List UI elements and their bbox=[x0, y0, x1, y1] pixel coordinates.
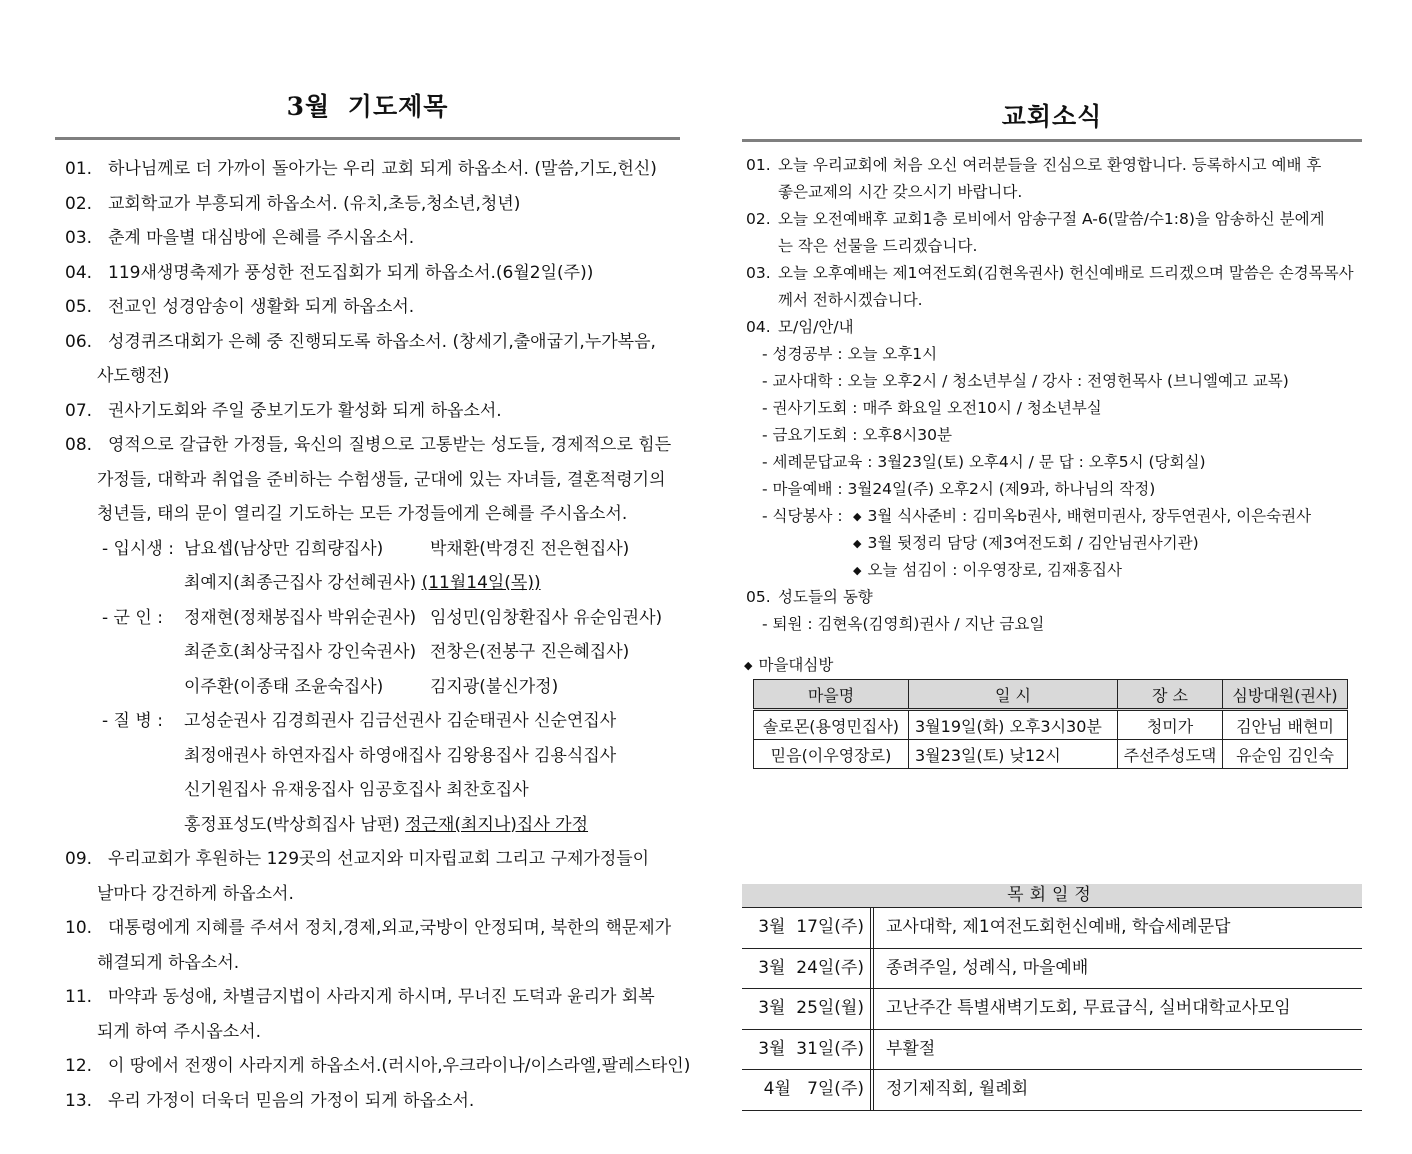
schedule-description: 종려주일, 성례식, 마을예배 bbox=[886, 957, 1089, 978]
item-continuation: 날마다 강건하게 하옵소서. bbox=[97, 883, 294, 904]
item-number: 08. bbox=[65, 435, 93, 455]
illness-group bbox=[55, 704, 680, 842]
table-row bbox=[754, 740, 1348, 769]
item-continuation: 되게 하여 주시옵소서. bbox=[97, 1021, 262, 1042]
news-item bbox=[742, 206, 1362, 233]
prayer-item bbox=[55, 842, 680, 877]
schedule-date: 3월 24일(주) bbox=[742, 949, 874, 989]
item-number: 05. bbox=[65, 297, 93, 317]
person-entry: 이주환(이종태 조윤숙집사) bbox=[184, 676, 384, 697]
schedule-date: 3월 17일(주) bbox=[742, 908, 874, 948]
item-continuation: 가정들, 대학과 취업을 준비하는 수험생들, 군대에 있는 자녀들, 결혼적령기의 bbox=[97, 469, 666, 490]
item-text: 우리 가정이 더욱더 믿음의 가정이 되게 하옵소서. bbox=[108, 1090, 475, 1111]
prayer-list bbox=[55, 152, 691, 1118]
news-list bbox=[742, 152, 1362, 638]
item-text: 오늘 오후예배는 제1여전도회(김현옥권사) 헌신예배로 드리겠으며 말씀은 손경목목사 bbox=[778, 264, 1354, 282]
item-number: 06. bbox=[65, 331, 93, 352]
schedule-date: 3월 31일(주) bbox=[742, 1030, 874, 1070]
item-text: 교회학교가 부흥되게 하옵소서. (유치,초등,청소년,청년) bbox=[108, 193, 521, 214]
schedule-date: 3월 25일(월) bbox=[742, 989, 874, 1029]
table-cell: 청미가 bbox=[1118, 710, 1223, 740]
item-number: 12. bbox=[65, 1056, 93, 1076]
item-number: 02. bbox=[65, 193, 93, 214]
diamond-bullet-icon: ◆ bbox=[853, 537, 862, 550]
person-list: 최정애권사 하연자집사 하영애집사 김왕용집사 김용식집사 bbox=[184, 745, 617, 766]
village-visit-heading bbox=[742, 654, 1362, 677]
meeting-entry: - 마을예배 : 3월24일(주) 오후2시 (제9과, 하나님의 작정) bbox=[762, 480, 1156, 498]
table-cell: 주선주성도댁 bbox=[1118, 740, 1223, 769]
group-label: - 입시생 : bbox=[102, 538, 174, 559]
prayer-topics-title: 3월 기도제목 bbox=[286, 92, 449, 121]
person-entry: 남요셉(남상만 김희량집사) bbox=[184, 538, 384, 559]
person-entry: 정근재(최지나)집사 가정 bbox=[405, 814, 589, 835]
prayer-item bbox=[55, 1049, 691, 1084]
member-update: - 퇴원 : 김현옥(김영희)권사 / 지난 금요일 bbox=[762, 615, 1045, 633]
item-text: 춘계 마을별 대심방에 은혜를 주시옵소서. bbox=[108, 228, 415, 248]
service-entry: 3월 뒷정리 담당 (제3여전도회 / 김안님권사기관) bbox=[867, 534, 1199, 552]
person-entry: 임성민(임창환집사 유순임권사) bbox=[430, 607, 663, 628]
item-text: 성경퀴즈대회가 은혜 중 진행되도록 하옵소서. (창세기,출애굽기,누가복음, bbox=[108, 331, 656, 352]
item-text: 대통령에게 지혜를 주셔서 정치,경제,외교,국방이 안정되며, 북한의 핵문제가 bbox=[108, 918, 672, 938]
meeting-entry: - 금요기도회 : 오후8시30분 bbox=[762, 426, 952, 444]
group-label: - 군 인 : bbox=[102, 607, 163, 628]
meeting-entry: - 권사기도회 : 매주 화요일 오전10시 / 청소년부실 bbox=[762, 399, 1102, 417]
schedule-description: 부활절 bbox=[886, 1038, 936, 1059]
item-text: 오늘 오전예배후 교회1층 로비에서 암송구절 A-6(말씀/수1:8)을 암송하신 분에게 bbox=[778, 210, 1325, 228]
item-text: 영적으로 갈급한 가정들, 육신의 질병으로 고통받는 성도들, 경제적으로 힘든 bbox=[108, 435, 672, 455]
heading-text: 마을대심방 bbox=[758, 656, 834, 674]
item-number: 13. bbox=[65, 1090, 93, 1111]
service-entry: 3월 식사준비 : 김미옥b권사, 배현미권사, 장두연권사, 이은숙권사 bbox=[867, 507, 1312, 525]
prayer-item bbox=[55, 394, 680, 429]
pastoral-schedule-table bbox=[742, 884, 1362, 1111]
person-entry: 최예지(최종근집사 강선혜권사) bbox=[184, 573, 417, 593]
schedule-description: 교사대학, 제1여전도회헌신예배, 학습세례문답 bbox=[886, 917, 1231, 937]
column-header: 일 시 bbox=[909, 680, 1118, 710]
item-number: 07. bbox=[65, 400, 93, 421]
item-text: 하나님께로 더 가까이 돌아가는 우리 교회 되게 하옵소서. (말씀,기도,헌신) bbox=[108, 159, 657, 179]
person-entry: 최준호(최상국집사 강인숙권사) bbox=[184, 642, 417, 662]
prayer-item bbox=[55, 221, 680, 256]
person-list: 신기원집사 유재웅집사 임공호집사 최찬호집사 bbox=[184, 780, 529, 800]
table-cell: 유순임 김인숙 bbox=[1223, 740, 1348, 769]
table-cell: 3월23일(토) 낮12시 bbox=[909, 740, 1118, 769]
item-number: 04. bbox=[746, 318, 771, 336]
title-divider bbox=[55, 137, 680, 140]
schedule-row bbox=[742, 989, 1362, 1030]
person-entry: 정재현(정채봉집사 박위순권사) bbox=[184, 607, 417, 628]
item-continuation: 청년들, 태의 문이 열리길 기도하는 모든 가정들에게 은혜를 주시옵소서. bbox=[97, 504, 628, 524]
item-continuation: 사도행전) bbox=[97, 366, 170, 386]
column-header: 심방대원(권사) bbox=[1223, 680, 1348, 710]
person-entry: 홍정표성도(박상희집사 남편) bbox=[184, 814, 400, 835]
item-text: 오늘 우리교회에 처음 오신 여러분들을 진심으로 환영합니다. 등록하시고 예배 후 bbox=[778, 156, 1322, 174]
item-text: 우리교회가 후원하는 129곳의 선교지와 미자립교회 그리고 구제가정들이 bbox=[108, 849, 650, 869]
item-text: 모/임/안/내 bbox=[778, 318, 854, 336]
prayer-item bbox=[55, 152, 680, 187]
news-item bbox=[742, 314, 1362, 341]
column-header: 마을명 bbox=[754, 680, 909, 710]
table-cell: 3월19일(화) 오후3시30분 bbox=[909, 710, 1118, 740]
item-number: 10. bbox=[65, 918, 93, 938]
group-label: - 식당봉사 : bbox=[762, 507, 843, 525]
item-number: 03. bbox=[746, 264, 771, 282]
item-text: 119새생명축제가 풍성한 전도집회가 되게 하옵소서.(6월2일(주)) bbox=[108, 262, 594, 283]
person-list: 고성순권사 김경희권사 김금선권사 김순태권사 신순연집사 bbox=[184, 711, 617, 731]
prayer-item bbox=[55, 428, 680, 463]
table-cell: 김안님 배현미 bbox=[1223, 710, 1348, 740]
person-entry: 박채환(박경진 전은현집사) bbox=[430, 538, 630, 559]
meeting-entry: - 성경공부 : 오늘 오후1시 bbox=[762, 345, 938, 363]
schedule-row bbox=[742, 1030, 1362, 1071]
prayer-item bbox=[55, 187, 680, 222]
item-number: 09. bbox=[65, 849, 93, 869]
table-cell: 솔로몬(용영민집사) bbox=[754, 710, 909, 740]
military-group bbox=[55, 601, 680, 705]
church-news-title: 교회소식 bbox=[1001, 102, 1103, 131]
group-label: - 질 병 : bbox=[102, 711, 163, 731]
prayer-topics-section bbox=[55, 88, 691, 1118]
item-text: 이 땅에서 전쟁이 사라지게 하옵소서.(러시아,우크라이나/이스라엘,팔레스타인) bbox=[108, 1056, 691, 1076]
item-text: 마약과 동성애, 차별금지법이 사라지게 하시며, 무너진 도덕과 윤리가 회복 bbox=[108, 987, 655, 1007]
table-row bbox=[754, 710, 1348, 740]
schedule-description: 정기제직회, 월례회 bbox=[886, 1079, 1029, 1099]
church-news-section bbox=[742, 100, 1362, 769]
item-continuation: 께서 전하시겠습니다. bbox=[778, 291, 923, 309]
item-text: 성도들의 동향 bbox=[778, 588, 873, 606]
column-header: 장 소 bbox=[1118, 680, 1223, 710]
person-entry: 김지광(불신가정) bbox=[430, 676, 559, 697]
exam-date-note: (11월14일(목)) bbox=[421, 573, 541, 593]
schedule-title: 목회일정 bbox=[742, 884, 1362, 908]
prayer-item bbox=[55, 290, 680, 325]
meeting-entry: - 교사대학 : 오늘 오후2시 / 청소년부실 / 강사 : 전영헌목사 (브니엘예고 교목) bbox=[762, 372, 1289, 390]
diamond-bullet-icon: ◆ bbox=[744, 659, 753, 672]
item-continuation: 좋은교제의 시간 갖으시기 바랍니다. bbox=[778, 183, 1023, 201]
item-continuation: 는 작은 선물을 드리겠습니다. bbox=[778, 237, 978, 255]
news-item bbox=[742, 584, 1362, 611]
prayer-item bbox=[55, 256, 680, 291]
prayer-item bbox=[55, 1084, 680, 1119]
prayer-item bbox=[55, 911, 680, 946]
entrance-exam-group bbox=[55, 532, 680, 601]
item-number: 02. bbox=[746, 210, 771, 228]
item-number: 04. bbox=[65, 262, 93, 283]
schedule-date: 4월 7일(주) bbox=[742, 1070, 874, 1110]
schedule-row bbox=[742, 1070, 1362, 1111]
village-visit-table bbox=[753, 679, 1348, 769]
diamond-bullet-icon: ◆ bbox=[853, 564, 862, 577]
news-item bbox=[742, 260, 1362, 287]
table-cell: 믿음(이우영장로) bbox=[754, 740, 909, 769]
schedule-row bbox=[742, 908, 1362, 949]
meeting-entry: - 세례문답교육 : 3월23일(토) 오후4시 / 문 답 : 오후5시 (당회실) bbox=[762, 453, 1206, 471]
item-text: 권사기도회와 주일 중보기도가 활성화 되게 하옵소서. bbox=[108, 400, 502, 421]
prayer-item bbox=[55, 980, 680, 1015]
item-number: 03. bbox=[65, 228, 93, 248]
diamond-bullet-icon: ◆ bbox=[853, 510, 862, 523]
item-text: 전교인 성경암송이 생활화 되게 하옵소서. bbox=[108, 297, 415, 317]
schedule-description: 고난주간 특별새벽기도회, 무료급식, 실버대학교사모임 bbox=[886, 998, 1291, 1018]
news-item bbox=[742, 152, 1362, 179]
title-divider bbox=[742, 139, 1362, 142]
kitchen-service bbox=[742, 503, 1362, 584]
person-entry: 전창은(전봉구 진은혜집사) bbox=[430, 642, 630, 662]
schedule-row bbox=[742, 949, 1362, 990]
item-continuation: 해결되게 하옵소서. bbox=[97, 952, 240, 973]
item-number: 01. bbox=[65, 159, 93, 179]
item-number: 11. bbox=[65, 987, 93, 1007]
service-entry: 오늘 섬김이 : 이우영장로, 김재홍집사 bbox=[867, 561, 1122, 579]
table-header-row bbox=[754, 680, 1348, 710]
item-number: 05. bbox=[746, 588, 771, 606]
item-number: 01. bbox=[746, 156, 771, 174]
prayer-item bbox=[55, 325, 680, 360]
